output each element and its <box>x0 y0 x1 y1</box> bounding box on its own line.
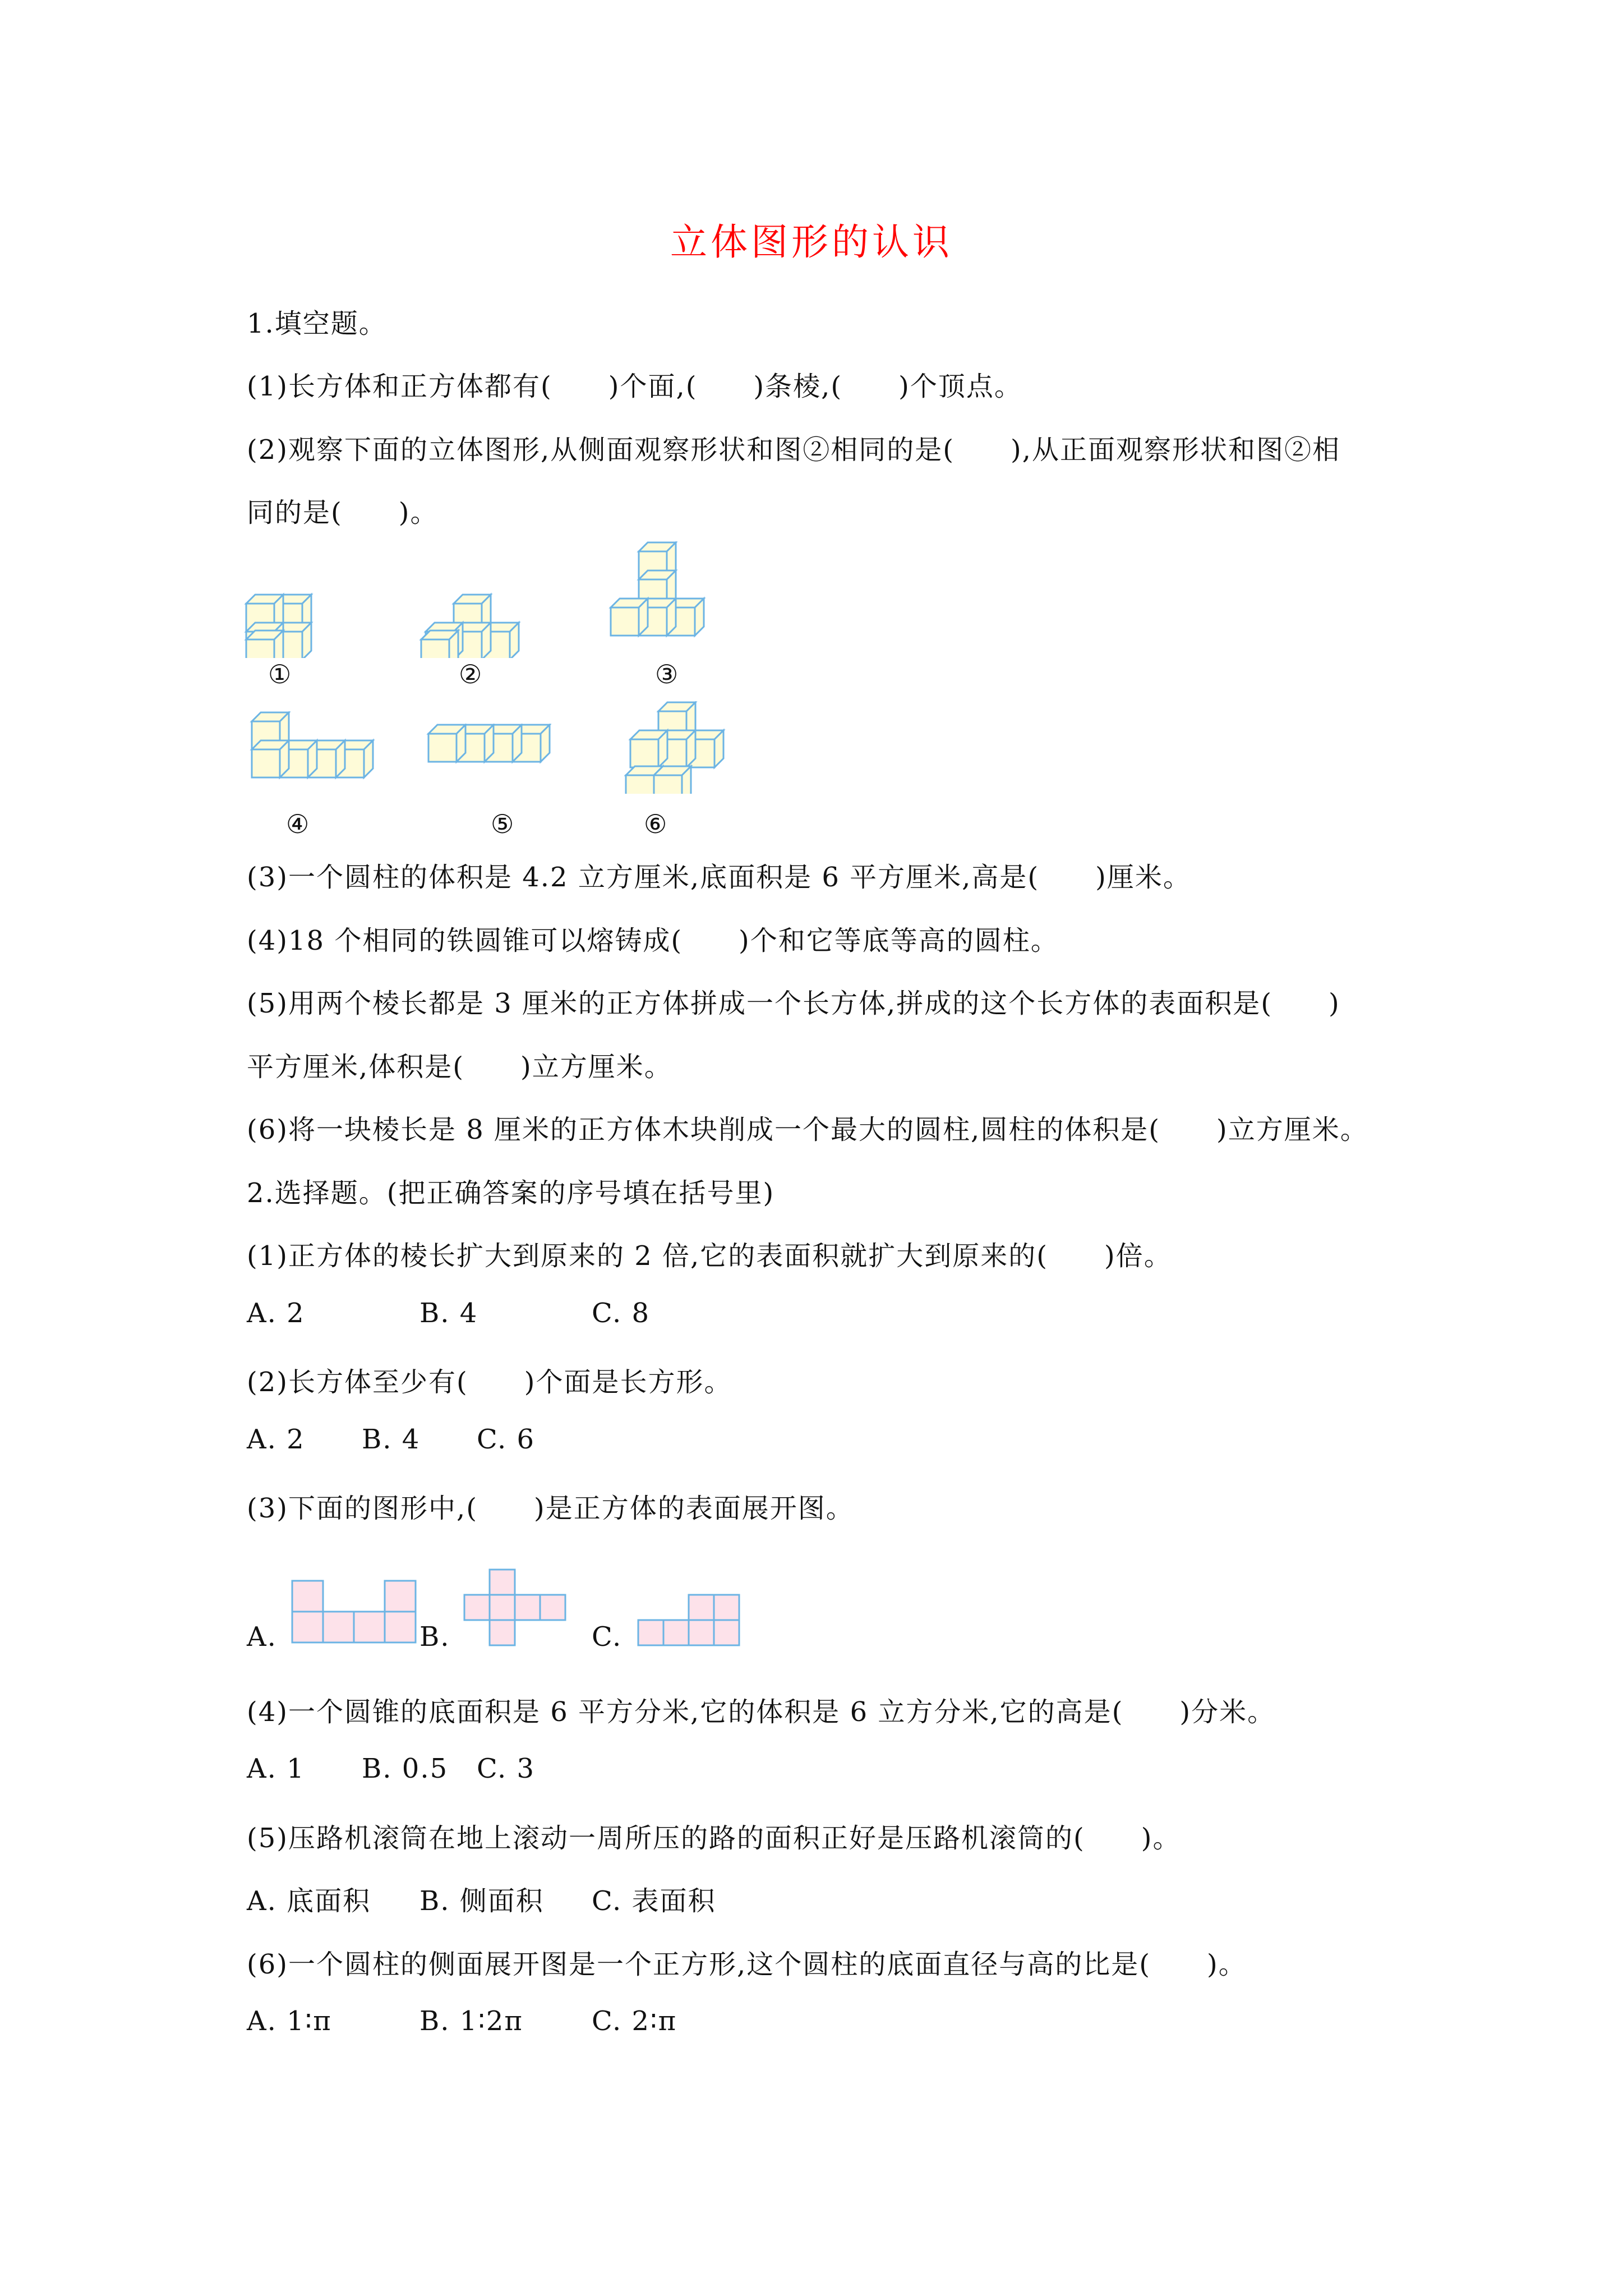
net-option-a <box>291 1579 419 1644</box>
figure-label-3: ③ <box>655 659 679 689</box>
net-square <box>714 1595 739 1620</box>
question-1-5-line2: 平方厘米,体积是( )立方厘米。 <box>247 1051 672 1083</box>
option-2-2-c: C. 6 <box>477 1424 536 1455</box>
figure-label-6: ⑥ <box>644 809 667 839</box>
option-2-3-c: C. <box>592 1621 623 1653</box>
option-2-4-b: B. 0.5 <box>362 1753 449 1784</box>
net-square <box>464 1595 490 1620</box>
cube-front-face <box>626 775 654 794</box>
cube-front-face <box>654 775 682 794</box>
question-1-3: (3)一个圆柱的体积是 4.2 立方厘米,底面积是 6 平方厘米,高是( )厘米。 <box>247 862 1191 893</box>
net-square <box>515 1595 540 1620</box>
cube-figure-3 <box>608 541 729 659</box>
section-1-heading: 1.填空题。 <box>247 308 387 339</box>
net-square <box>292 1581 323 1612</box>
option-2-4-c: C. 3 <box>477 1753 536 1784</box>
question-2-6: (6)一个圆柱的侧面展开图是一个正方形,这个圆柱的底面直径与高的比是( )。 <box>247 1949 1247 1980</box>
net-square <box>323 1612 354 1642</box>
figure-label-4: ④ <box>286 809 310 839</box>
option-2-1-b: B. 4 <box>419 1297 478 1329</box>
question-1-1: (1)长方体和正方体都有( )个面,( )条棱,( )个顶点。 <box>247 371 1022 402</box>
net-square <box>490 1595 515 1620</box>
cube-figure-6 <box>617 701 737 794</box>
question-2-5: (5)压路机滚筒在地上滚动一周所压的路的面积正好是压路机滚筒的( )。 <box>247 1823 1181 1854</box>
option-2-6-c: C. 2∶π <box>592 2005 677 2037</box>
section-2-heading: 2.选择题。(把正确答案的序号填在括号里) <box>247 1177 775 1209</box>
cube-figure-4 <box>250 711 401 795</box>
net-square <box>490 1620 515 1645</box>
question-2-4: (4)一个圆锥的底面积是 6 平方分米,它的体积是 6 立方分米,它的高是( )分米。 <box>247 1696 1276 1728</box>
option-2-6-b: B. 1∶2π <box>419 2005 523 2037</box>
figure-label-2: ② <box>459 659 482 689</box>
net-option-b <box>463 1568 566 1646</box>
net-square <box>385 1612 416 1642</box>
question-1-6: (6)将一块棱长是 8 厘米的正方体木块削成一个最大的圆柱,圆柱的体积是( )立方厘米。 <box>247 1114 1368 1145</box>
figure-label-1: ① <box>268 659 292 689</box>
question-1-2-line1: (2)观察下面的立体图形,从侧面观察形状和图②相同的是( ),从正面观察形状和图②相 <box>247 434 1340 466</box>
cube-figure-2 <box>412 565 530 658</box>
cube-front-face <box>246 639 274 658</box>
option-2-6-a: A. 1∶π <box>247 2005 332 2037</box>
question-1-4: (4)18 个相同的铁圆锥可以熔铸成( )个和它等底等高的圆柱。 <box>247 925 1059 956</box>
cube-front-face <box>421 639 449 658</box>
net-square <box>292 1612 323 1642</box>
option-2-5-a: A. 底面积 <box>247 1885 371 1917</box>
cube-front-face <box>630 739 658 767</box>
cube-figure-5 <box>426 724 583 785</box>
net-square <box>638 1620 663 1645</box>
net-square <box>490 1570 515 1595</box>
question-1-5-line1: (5)用两个棱长都是 3 厘米的正方体拼成一个长方体,拼成的这个长方体的表面积是( ) <box>247 988 1340 1019</box>
option-2-3-a: A. <box>247 1621 277 1653</box>
option-2-1-a: A. 2 <box>247 1297 305 1329</box>
cube-front-face <box>611 608 639 636</box>
option-2-4-a: A. 1 <box>247 1753 305 1784</box>
figure-label-5: ⑤ <box>491 809 514 839</box>
cube-figure-1 <box>244 565 342 658</box>
question-2-3: (3)下面的图形中,( )是正方体的表面展开图。 <box>247 1493 854 1524</box>
page-title: 立体图形的认识 <box>670 220 953 264</box>
question-1-2-line2: 同的是( )。 <box>247 497 439 528</box>
option-2-2-b: B. 4 <box>362 1424 421 1455</box>
net-square <box>689 1620 714 1645</box>
option-2-1-c: C. 8 <box>592 1297 651 1329</box>
option-2-5-b: B. 侧面积 <box>419 1885 544 1917</box>
net-square <box>663 1620 689 1645</box>
net-square <box>714 1620 739 1645</box>
net-square <box>689 1595 714 1620</box>
net-option-c <box>637 1593 740 1649</box>
option-2-3-b: B. <box>419 1621 450 1653</box>
question-2-2: (2)长方体至少有( )个面是长方形。 <box>247 1366 732 1398</box>
cube-front-face <box>252 749 280 777</box>
net-square <box>354 1612 385 1642</box>
net-square <box>385 1581 416 1612</box>
net-square <box>540 1595 565 1620</box>
option-2-2-a: A. 2 <box>247 1424 305 1455</box>
cube-front-face <box>428 734 457 762</box>
option-2-5-c: C. 表面积 <box>592 1885 716 1917</box>
question-2-1: (1)正方体的棱长扩大到原来的 2 倍,它的表面积就扩大到原来的( )倍。 <box>247 1240 1172 1272</box>
